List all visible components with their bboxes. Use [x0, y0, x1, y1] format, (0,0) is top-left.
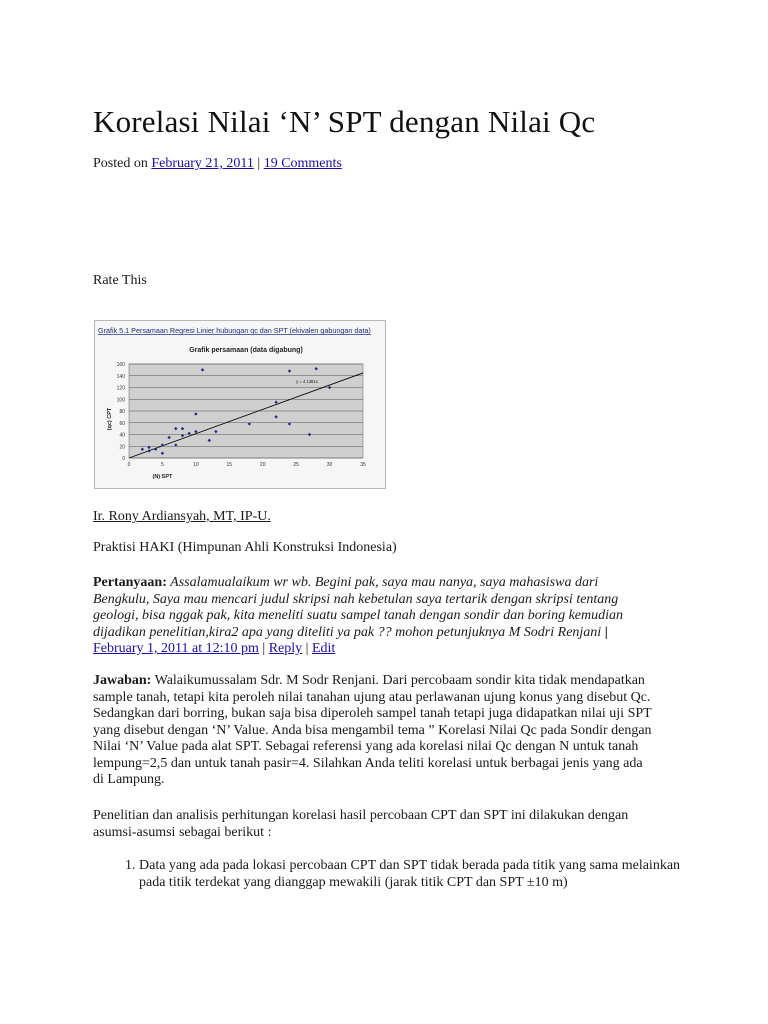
reply-link[interactable]: Reply — [268, 641, 303, 656]
y-tick-label: 0 — [122, 456, 125, 462]
regression-chart — [95, 321, 385, 488]
y-axis-label: (qc) CPT — [107, 407, 113, 431]
author-affiliation: Praktisi HAKI (Himpunan Ahli Konstruksi Indonesia) — [93, 540, 397, 555]
question-sep-3: | — [302, 641, 312, 656]
assumptions-list — [93, 858, 699, 891]
question-text: Assalamualaikum wr wb. Begini pak, saya mau nanya, saya mahasiswa dari Bengkulu, Saya mau mencari judul skripsi nah kebetulan saya tertarik dengan skripsi tentang geologi, bisa nggak pak, kita meneliti suatu sampel tanah dengan sondir dan boring kemudian dijadikan penelitian,kira2 apa yang diteliti ya pak ?? mohon petunjuknya M Sodri Renjani — [93, 575, 624, 640]
regression-chart-figure — [94, 320, 386, 489]
post-meta — [93, 156, 342, 172]
question-sep-2: | — [258, 641, 269, 656]
question-label: Pertanyaan: — [93, 575, 167, 590]
list-item: 1. Data yang ada pada lokasi percobaan CPT dan SPT tidak berada pada titik yang sama melainkan pada titik terdekat yang dianggap mewakili (jarak titik CPT dan SPT ±10 m) — [139, 858, 699, 891]
comments-link[interactable]: 19 Comments — [263, 156, 342, 171]
question-paragraph — [93, 575, 653, 658]
rate-this[interactable]: Rate This — [93, 273, 147, 288]
article-title: Korelasi Nilai ‘N’ SPT dengan Nilai Qc — [93, 104, 596, 139]
x-tick-label: 5 — [161, 462, 164, 468]
x-axis-label: (N) SPT — [152, 474, 173, 480]
trendline-label: y = 4.1381x — [296, 378, 318, 384]
y-tick-label: 80 — [119, 409, 125, 415]
answer-paragraph — [93, 673, 653, 789]
answer-label: Jawaban: — [93, 673, 152, 688]
chart-caption: Grafik 5.1 Persamaan Regresi Linier hubungan qc dan SPT (ekivalen gabungan data) — [98, 326, 371, 335]
x-tick-label: 20 — [259, 462, 266, 468]
answer-text: Walaikumussalam Sdr. M Sodr Renjani. Dari percobaam sondir kita tidak mendapatkan sample tanah, tetapi kita peroleh nilai tanahan ujung atau perlawanan ujung konus yang disebut Qc. Sedangkan dari borring, bukan saja bisa diperoleh sampel tanah tetapi juga didapatkan nilai uji SPT yang disebut dengan ‘N’ Value. Anda bisa mengambil tema ” Korelasi Nilai Qc pada Sondir dengan Nilai ‘N’ Value pada alat SPT. Sebagai referensi yang ada korelasi nilai Qc dengan N untuk tanah lempung=2,5 dan untuk tanah pasir=4. Silahkan Anda teliti korelasi untuk berbagai jenis yang ada di Lampung. — [93, 673, 652, 787]
y-tick-label: 120 — [116, 385, 125, 392]
meta-separator: | — [257, 156, 261, 171]
edit-link[interactable]: Edit — [311, 641, 336, 656]
x-tick-label: 25 — [293, 462, 299, 468]
x-tick-label: 15 — [226, 462, 233, 468]
x-tick-label: 30 — [326, 462, 333, 468]
y-tick-label: 40 — [119, 432, 125, 439]
x-tick-label: 10 — [193, 462, 199, 468]
y-tick-label: 140 — [116, 373, 125, 380]
y-tick-label: 160 — [116, 362, 125, 368]
y-tick-label: 20 — [119, 444, 125, 451]
x-tick-label: 0 — [127, 462, 131, 468]
x-tick-label: 35 — [360, 462, 366, 468]
posted-on-label: Posted on — [93, 156, 148, 171]
y-tick-label: 60 — [119, 420, 125, 427]
author-name: Ir. Rony Ardiansyah, MT, IP-U. — [93, 509, 271, 524]
post-date-link[interactable]: February 21, 2011 — [151, 156, 254, 171]
assumptions-intro: Penelitian dan analisis perhitungan korelasi hasil percobaan CPT dan SPT ini dilakukan dengan asumsi-asumsi sebagai berikut : — [93, 808, 629, 840]
question-sep-1: | — [601, 624, 608, 640]
comment-date-link[interactable]: February 1, 2011 at 12:10 pm — [93, 641, 259, 656]
chart-title: Grafik persamaan (data digabung) — [189, 347, 303, 354]
y-tick-label: 100 — [116, 397, 125, 404]
